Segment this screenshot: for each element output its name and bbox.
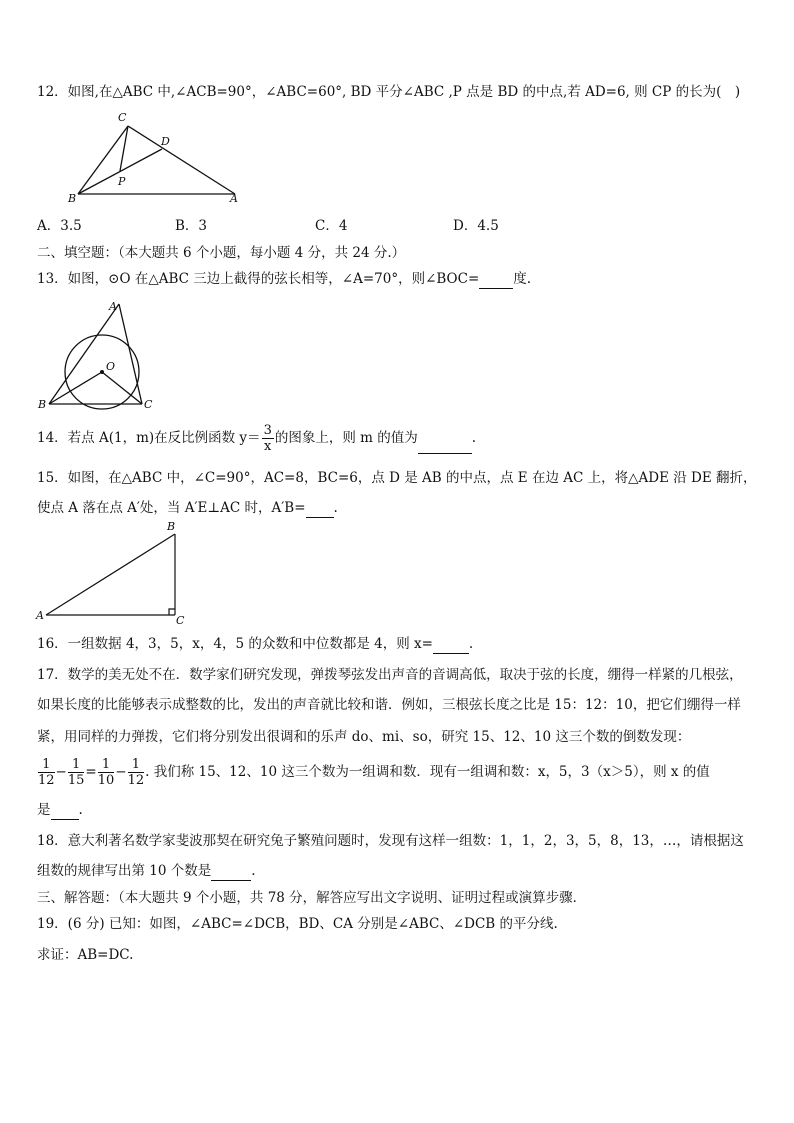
q17-line5 [37,800,83,820]
q14-post: 的图象上，则 m 的值为 [274,430,418,446]
q17-line5-post: . [78,802,83,818]
q14-frac-den: x [264,439,272,454]
q15-answer-blank[interactable] [306,503,334,518]
q18-answer-blank[interactable] [211,866,251,881]
q18-line2-post: . [251,863,256,879]
q12-option-a[interactable]: A．3.5 [37,218,82,234]
q14-fraction [262,423,274,454]
q17-frac-3 [98,757,115,788]
q17-frac-1-num: 1 [38,757,55,773]
q17-minus-1: − [55,764,67,780]
q18-line2 [37,861,256,881]
q13-answer-blank[interactable] [479,274,513,289]
q17-frac-1-den: 12 [38,773,55,788]
q13-stem-post: 度. [513,271,532,287]
q17-frac-2 [68,757,85,788]
q12-triangle-figure [60,108,250,208]
q17-frac-2-den: 15 [67,773,85,788]
q13-label-o: O [106,360,116,373]
q16-stem [37,634,473,654]
q15-label-b: B [167,520,176,533]
section-3-heading: 三、解答题：（本大题共 9 个小题，共 78 分，解答应写出文字说明、证明过程或演算步骤． [37,890,587,906]
q15-label-c: C [176,614,185,626]
q17-line4-post: . 我们称 15、12、10 这三个数为一组调和数．现有一组调和数：x，5，3（x＞5），则 x 的值 [145,764,710,780]
q13-circle-figure [34,296,164,416]
q13-label-a: A [109,300,117,313]
q14-answer-blank[interactable] [418,433,472,454]
q12-label-b: B [68,192,77,205]
q18-line2-pre: 组数的规律写出第 10 个数是 [37,863,212,879]
q15-line2-post: . [333,500,338,516]
q16-answer-blank[interactable] [433,639,469,654]
q15-line2 [37,498,338,518]
q17-line5-pre: 是 [37,802,51,818]
q17-line4 [37,754,710,790]
q13-label-b: B [38,398,47,411]
q12-label-c: C [118,111,127,124]
q13-stem [37,269,531,289]
q17-line1: 17．数学的美无处不在．数学家们研究发现，弹拨琴弦发出声音的音调高低，取决于弦的长度，绷得一样紧的几根弦， [37,667,743,683]
q15-label-a: A [36,609,44,622]
q12-stem: 12．如图,在△ABC 中,∠ACB=90°，∠ABC=60°, BD 平分∠ABC ,P 点是 BD 的中点,若 AD=6, 则 CP 的长为( ) [37,84,741,100]
q17-line2: 如果长度的比能够表示成整数的比，发出的声音就比较和谐．例如，三根弦长度之比是 15：12：10，把它们绷得一样 [37,697,741,713]
q16-post: . [468,636,474,652]
q16-pre: 16．一组数据 4，3，5，x，4，5 的众数和中位数都是 4，则 x= [37,636,433,652]
q15-line2-pre: 使点 A 落在点 A′处，当 A′E⊥AC 时，A′B= [37,500,306,516]
q17-equals: = [85,764,97,780]
q15-line1: 15．如图，在△ABC 中，∠C=90°，AC=8，BC=6，点 D 是 AB 的中点，点 E 在边 AC 上，将△ADE 沿 DE 翻折， [37,470,757,486]
q12-option-c[interactable]: C．4 [315,218,348,234]
q19-line2: 求证：AB=DC. [37,947,134,963]
q19-line1: 19．(6 分) 已知：如图，∠ABC=∠DCB，BD、CA 分别是∠ABC、∠DCB 的平分线. [37,916,558,932]
q17-minus-2: − [115,764,127,780]
q15-triangle-figure [34,520,194,626]
q17-frac-4-num: 1 [128,757,145,773]
q17-frac-3-den: 10 [97,773,115,788]
q14-stem [37,422,476,454]
section-2-heading: 二、填空题：（本大题共 6 个小题，每小题 4 分，共 24 分.） [37,245,406,261]
q12-label-a: A [230,192,238,205]
q12-option-b[interactable]: B．3 [175,218,208,234]
q17-frac-4 [128,757,145,788]
q18-line1: 18．意大利著名数学家斐波那契在研究兔子繁殖问题时，发现有这样一组数：1，1，2，3，5，8，13，…，请根据这 [37,833,744,849]
q14-pre: 14．若点 A(1，m)在反比例函数 y＝ [37,430,261,446]
q17-frac-4-den: 12 [127,773,145,788]
q12-option-d[interactable]: D．4.5 [453,218,499,234]
q17-frac-1 [38,757,55,788]
q17-frac-3-num: 1 [98,757,115,773]
q12-label-p: P [118,175,126,188]
q14-end: . [471,430,477,446]
q13-stem-pre: 13．如图，⊙O 在△ABC 三边上截得的弦长相等，∠A=70°，则∠BOC= [37,271,480,287]
q14-frac-num: 3 [263,423,272,438]
q17-line3: 紧，用同样的力弹拨，它们将分别发出很调和的乐声 do、mi、so，研究 15、12、10 这三个数的倒数发现： [37,729,691,745]
q13-label-c: C [144,398,153,411]
q17-frac-2-num: 1 [68,757,85,773]
q12-label-d: D [161,135,170,148]
q17-answer-blank[interactable] [51,805,79,820]
